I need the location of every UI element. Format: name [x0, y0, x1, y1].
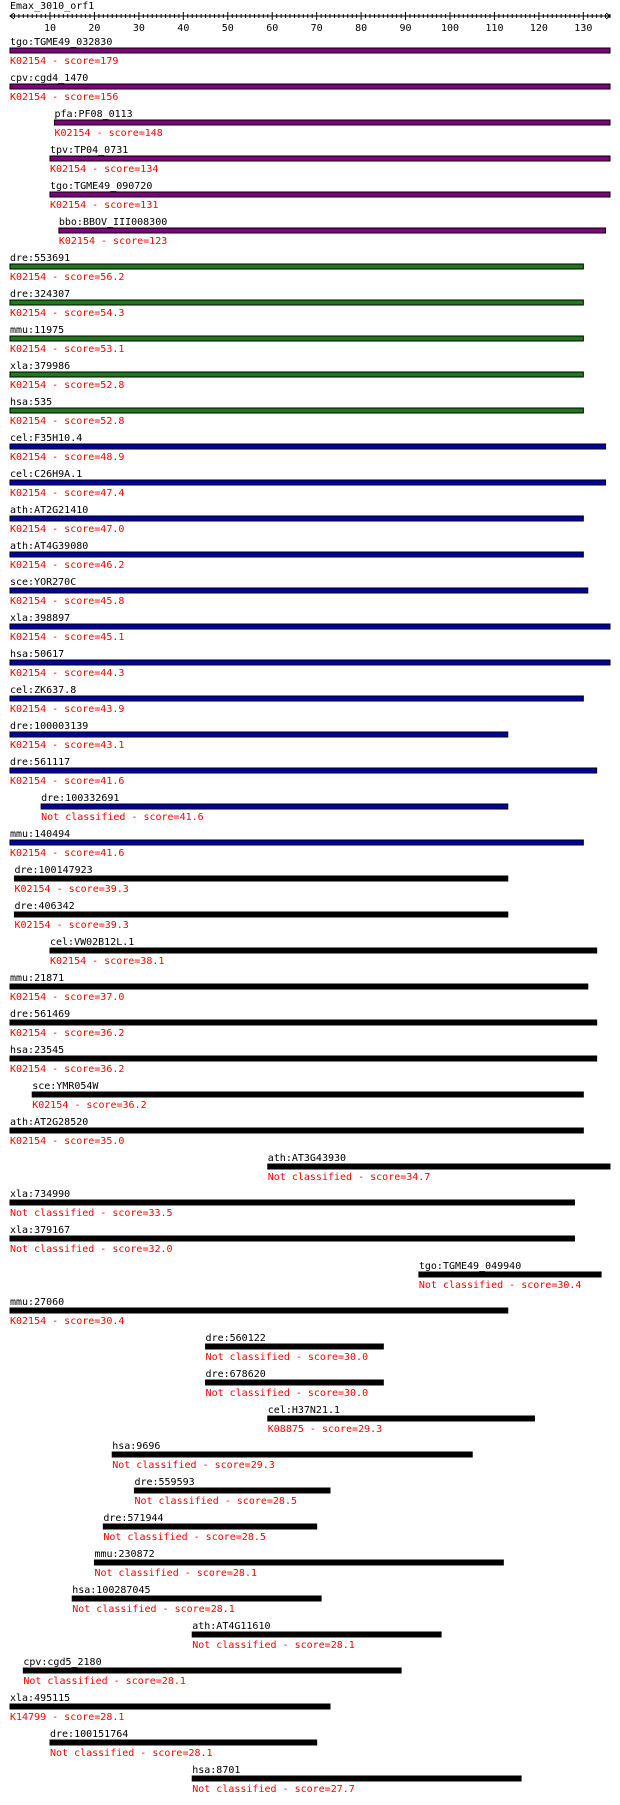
hit-row[interactable]	[419, 1261, 601, 1291]
hit-score-label: Not classified - score=34.7	[267, 1172, 431, 1183]
hit-score-label: Not classified - score=28.1	[23, 1676, 186, 1687]
ruler-tick-label: 50	[221, 23, 234, 34]
hit-bar[interactable]	[10, 624, 610, 629]
hit-name[interactable]: mmu:21871	[10, 973, 65, 984]
hit-bar[interactable]	[103, 1524, 316, 1529]
hit-row[interactable]	[10, 685, 583, 715]
hit-score-label: Not classified - score=33.5	[10, 1208, 173, 1219]
hit-bar[interactable]	[268, 1164, 610, 1169]
hit-score-label: K02154 - score=134	[50, 164, 159, 175]
hit-bar[interactable]	[10, 1308, 508, 1313]
hit-name[interactable]: dre:553691	[10, 253, 71, 264]
hit-bar[interactable]	[10, 840, 583, 845]
hit-name[interactable]: cel:VW02B12L.1	[50, 937, 135, 948]
hit-row[interactable]	[50, 1729, 317, 1759]
hit-bar[interactable]	[59, 228, 606, 233]
hit-row[interactable]	[59, 217, 606, 247]
hit-bar[interactable]	[14, 876, 507, 881]
hit-name[interactable]: xla:379167	[10, 1225, 71, 1236]
hit-row[interactable]	[50, 937, 597, 967]
hit-bar[interactable]	[10, 84, 610, 89]
hit-name[interactable]: bbo:BBOV_III008300	[58, 217, 168, 228]
hit-score-label: K02154 - score=47.4	[10, 488, 125, 499]
hit-score-label: Not classified - score=28.1	[192, 1640, 355, 1651]
hit-bar[interactable]	[50, 192, 610, 197]
hit-name[interactable]: mmu:140494	[10, 829, 71, 840]
hit-row[interactable]	[10, 577, 588, 607]
hit-name[interactable]: hsa:9696	[112, 1441, 161, 1452]
hit-score-label: K02154 - score=156	[10, 92, 119, 103]
hit-row[interactable]	[206, 1369, 384, 1399]
hit-name[interactable]: dre:561117	[10, 757, 71, 768]
hit-row[interactable]	[10, 325, 583, 355]
hit-name[interactable]: tgo:TGME49_049940	[418, 1261, 522, 1272]
hit-bar[interactable]	[10, 660, 610, 665]
hit-bar[interactable]	[50, 948, 597, 953]
hit-row[interactable]	[10, 1045, 597, 1075]
hit-row[interactable]	[72, 1585, 321, 1615]
hit-score-label: K02154 - score=38.1	[50, 956, 165, 967]
ruler-tick-label: 80	[355, 23, 368, 34]
hit-row[interactable]	[14, 901, 507, 931]
hit-name[interactable]: dre:406342	[14, 901, 75, 912]
hit-name[interactable]: ath:AT2G21410	[10, 505, 89, 516]
hit-score-label: K02154 - score=46.2	[10, 560, 125, 571]
hit-row[interactable]	[23, 1657, 401, 1687]
hit-row[interactable]	[10, 613, 610, 643]
hit-score-label: K08875 - score=29.3	[267, 1424, 383, 1435]
hit-score-label: Not classified - score=28.5	[134, 1496, 298, 1507]
hit-bar[interactable]	[10, 732, 508, 737]
hit-score-label: K02154 - score=131	[50, 200, 159, 211]
hit-name[interactable]: tgo:TGME49_090720	[50, 181, 153, 192]
ruler-tick-label: 60	[266, 23, 279, 34]
hit-name[interactable]: dre:324307	[10, 289, 71, 300]
hit-score-label: K02154 - score=48.9	[10, 452, 125, 463]
hit-bar[interactable]	[134, 1488, 330, 1493]
hit-score-label: K02154 - score=52.8	[10, 416, 125, 427]
hit-bar[interactable]	[10, 336, 583, 341]
hit-row[interactable]	[50, 145, 610, 175]
hit-score-label: Not classified - score=30.0	[205, 1388, 369, 1399]
hit-name[interactable]: ath:AT3G43930	[267, 1153, 347, 1164]
hit-name[interactable]: dre:678620	[205, 1369, 266, 1380]
hit-name[interactable]: dre:100147923	[14, 865, 93, 876]
hit-row[interactable]	[10, 505, 583, 535]
hit-name[interactable]: mmu:27060	[10, 1297, 65, 1308]
hit-bar[interactable]	[54, 120, 610, 125]
hit-bar[interactable]	[192, 1632, 441, 1637]
hit-name[interactable]: dre:100003139	[10, 721, 89, 732]
hit-row[interactable]	[10, 1225, 574, 1255]
hit-bar[interactable]	[206, 1380, 384, 1385]
hit-row[interactable]	[10, 1189, 574, 1219]
hit-bar[interactable]	[10, 1236, 574, 1241]
hit-name[interactable]: xla:379986	[10, 361, 71, 372]
hit-name[interactable]: hsa:50617	[10, 649, 65, 660]
hit-row[interactable]	[10, 469, 606, 499]
hit-score-label: K02154 - score=148	[54, 128, 163, 139]
hit-name[interactable]: dre:560122	[205, 1333, 266, 1344]
hit-row[interactable]	[10, 1297, 508, 1327]
sequence-ruler	[10, 12, 610, 34]
hit-score-label: Not classified - score=29.3	[112, 1460, 275, 1471]
hit-name[interactable]: ath:AT4G39080	[10, 541, 89, 552]
hit-name[interactable]: cpv:cgd4_1470	[10, 73, 89, 84]
hit-score-label: K02154 - score=179	[10, 56, 119, 67]
hit-bar[interactable]	[41, 804, 508, 809]
hit-bar[interactable]	[112, 1452, 472, 1457]
hit-name[interactable]: sce:YOR270C	[10, 577, 77, 588]
hit-bar[interactable]	[32, 1092, 583, 1097]
hit-row[interactable]	[206, 1333, 384, 1363]
hit-row[interactable]	[268, 1405, 535, 1435]
hit-row[interactable]	[268, 1153, 610, 1183]
hit-row[interactable]	[112, 1441, 472, 1471]
hit-name[interactable]: cel:H37N21.1	[267, 1405, 341, 1416]
hit-row[interactable]	[10, 361, 583, 391]
ruler-tick-label: 100	[440, 23, 460, 34]
hit-score-label: K02154 - score=36.2	[32, 1100, 147, 1111]
hit-bar[interactable]	[10, 1200, 574, 1205]
ruler-tick-label: 120	[529, 23, 548, 34]
hit-row[interactable]	[192, 1765, 521, 1795]
hit-row[interactable]	[41, 793, 508, 823]
hit-bar[interactable]	[10, 768, 597, 773]
hit-score-label: K02154 - score=36.2	[10, 1064, 125, 1075]
hit-bar[interactable]	[50, 156, 610, 161]
hit-row[interactable]	[10, 973, 588, 1003]
hit-row[interactable]	[192, 1621, 441, 1651]
hit-bar[interactable]	[10, 1704, 330, 1709]
hit-name[interactable]: hsa:8701	[192, 1765, 241, 1776]
hit-row[interactable]	[10, 829, 583, 859]
hit-score-label: K02154 - score=36.2	[10, 1028, 125, 1039]
hit-score-label: Not classified - score=30.4	[418, 1280, 582, 1291]
hit-name[interactable]: hsa:23545	[10, 1045, 65, 1056]
hit-score-label: K02154 - score=54.3	[10, 308, 125, 319]
hit-bar[interactable]	[10, 984, 588, 989]
hit-row[interactable]	[10, 433, 606, 463]
hit-name[interactable]: mmu:230872	[94, 1549, 155, 1560]
hit-name[interactable]: mmu:11975	[10, 325, 65, 336]
hit-bar[interactable]	[10, 264, 583, 269]
hit-name[interactable]: xla:398897	[10, 613, 71, 624]
hit-row[interactable]	[94, 1549, 503, 1579]
hit-name[interactable]: hsa:535	[10, 397, 53, 408]
hit-score-label: Not classified - score=28.1	[72, 1604, 235, 1615]
hit-bar[interactable]	[10, 372, 583, 377]
hit-bar[interactable]	[206, 1344, 384, 1349]
hit-name[interactable]: dre:100332691	[41, 793, 120, 804]
hit-score-label: K02154 - score=43.1	[10, 740, 125, 751]
hit-name[interactable]: dre:100151764	[50, 1729, 129, 1740]
hit-bar[interactable]	[14, 912, 507, 917]
hit-score-label: K14799 - score=28.1	[10, 1712, 125, 1723]
hit-bar[interactable]	[10, 516, 583, 521]
hit-bar[interactable]	[50, 1740, 317, 1745]
hit-row[interactable]	[14, 865, 507, 895]
hit-name[interactable]: cel:C26H9A.1	[10, 469, 83, 480]
hit-row[interactable]	[10, 37, 610, 67]
hit-score-label: Not classified - score=27.7	[192, 1784, 355, 1795]
hit-row[interactable]	[10, 721, 508, 751]
hit-row[interactable]	[134, 1477, 330, 1507]
hit-score-label: K02154 - score=44.3	[10, 668, 125, 679]
hit-name[interactable]: ath:AT2G28520	[10, 1117, 89, 1128]
hit-row[interactable]	[10, 1117, 583, 1147]
hit-score-label: K02154 - score=43.9	[10, 704, 125, 715]
hit-name[interactable]: xla:495115	[10, 1693, 71, 1704]
hit-name[interactable]: dre:559593	[134, 1477, 195, 1488]
hit-bar[interactable]	[10, 1128, 583, 1133]
hit-name[interactable]: tpv:TP04_0731	[50, 145, 129, 156]
hit-score-label: K02154 - score=45.1	[10, 632, 125, 643]
hit-score-label: K02154 - score=41.6	[10, 776, 125, 787]
hit-name[interactable]: xla:734990	[10, 1189, 71, 1200]
hit-bar[interactable]	[10, 48, 610, 53]
hit-row[interactable]	[103, 1513, 316, 1543]
hit-score-label: Not classified - score=30.0	[205, 1352, 369, 1363]
hit-score-label: K02154 - score=56.2	[10, 272, 125, 283]
hit-bar[interactable]	[10, 1020, 597, 1025]
hit-bar[interactable]	[10, 552, 583, 557]
hit-name[interactable]: cel:F35H10.4	[10, 433, 83, 444]
ruler-tick-label: 70	[310, 23, 323, 34]
hit-name[interactable]: dre:571944	[103, 1513, 164, 1524]
hit-row[interactable]	[10, 757, 597, 787]
ruler-tick-label: 20	[88, 23, 101, 34]
hit-row[interactable]	[10, 73, 610, 103]
hit-name[interactable]: cpv:cgd5_2180	[23, 1657, 102, 1668]
hit-bar[interactable]	[268, 1416, 535, 1421]
hit-name[interactable]: hsa:100287045	[72, 1585, 151, 1596]
hit-score-label: K02154 - score=45.8	[10, 596, 125, 607]
hit-bar[interactable]	[10, 408, 583, 413]
hit-score-label: Not classified - score=28.1	[94, 1568, 258, 1579]
hit-score-label: K02154 - score=39.3	[14, 884, 129, 895]
hit-bar[interactable]	[10, 444, 606, 449]
hit-score-label: K02154 - score=30.4	[10, 1316, 125, 1327]
hit-bar[interactable]	[10, 588, 588, 593]
hit-row[interactable]	[10, 541, 583, 571]
hit-score-label: K02154 - score=41.6	[10, 848, 125, 859]
hit-bar[interactable]	[10, 696, 583, 701]
ruler-tick-label: 90	[399, 23, 412, 34]
hit-bar[interactable]	[94, 1560, 503, 1565]
hit-score-label: K02154 - score=35.0	[10, 1136, 125, 1147]
hit-bar[interactable]	[10, 1056, 597, 1061]
hit-score-label: Not classified - score=41.6	[41, 812, 204, 823]
hit-score-label: Not classified - score=28.5	[103, 1532, 266, 1543]
hit-row[interactable]	[10, 289, 583, 319]
ruler-tick-label: 110	[485, 23, 504, 34]
hit-row[interactable]	[32, 1081, 583, 1111]
query-title: Emax_3010_orf1	[10, 1, 95, 12]
hit-score-label: Not classified - score=32.0	[10, 1244, 173, 1255]
hit-bar[interactable]	[72, 1596, 321, 1601]
hit-row[interactable]	[54, 109, 610, 139]
hit-row[interactable]	[10, 1693, 330, 1723]
hit-score-label: Not classified - score=28.1	[50, 1748, 213, 1759]
hit-bar[interactable]	[192, 1776, 521, 1781]
hit-score-label: K02154 - score=37.0	[10, 992, 125, 1003]
ruler-tick-label: 130	[574, 23, 593, 34]
hit-score-label: K02154 - score=53.1	[10, 344, 125, 355]
hit-row[interactable]	[50, 181, 610, 211]
hit-row[interactable]	[10, 649, 610, 679]
hit-bar[interactable]	[10, 480, 606, 485]
hit-name[interactable]: ath:AT4G11610	[192, 1621, 271, 1632]
hit-score-label: K02154 - score=123	[58, 236, 168, 247]
hit-bar[interactable]	[10, 300, 583, 305]
hit-bar[interactable]	[419, 1272, 601, 1277]
hit-name[interactable]: pfa:PF08_0113	[54, 109, 133, 120]
hit-name[interactable]: cel:ZK637.8	[10, 685, 77, 696]
hit-bar[interactable]	[23, 1668, 401, 1673]
hit-row[interactable]	[10, 1009, 597, 1039]
ruler-tick-label: 10	[43, 23, 57, 34]
hit-name[interactable]: sce:YMR054W	[32, 1081, 99, 1092]
hit-name[interactable]: dre:561469	[10, 1009, 71, 1020]
hit-row[interactable]	[10, 397, 583, 427]
hit-list	[10, 37, 610, 1795]
ruler-tick-label: 40	[177, 23, 190, 34]
hit-score-label: K02154 - score=39.3	[14, 920, 129, 931]
hit-row[interactable]	[10, 253, 583, 283]
ruler-tick-label: 30	[132, 23, 145, 34]
hit-score-label: K02154 - score=47.0	[10, 524, 125, 535]
hit-score-label: K02154 - score=52.8	[10, 380, 125, 391]
hit-name[interactable]: tgo:TGME49_032830	[10, 37, 113, 48]
